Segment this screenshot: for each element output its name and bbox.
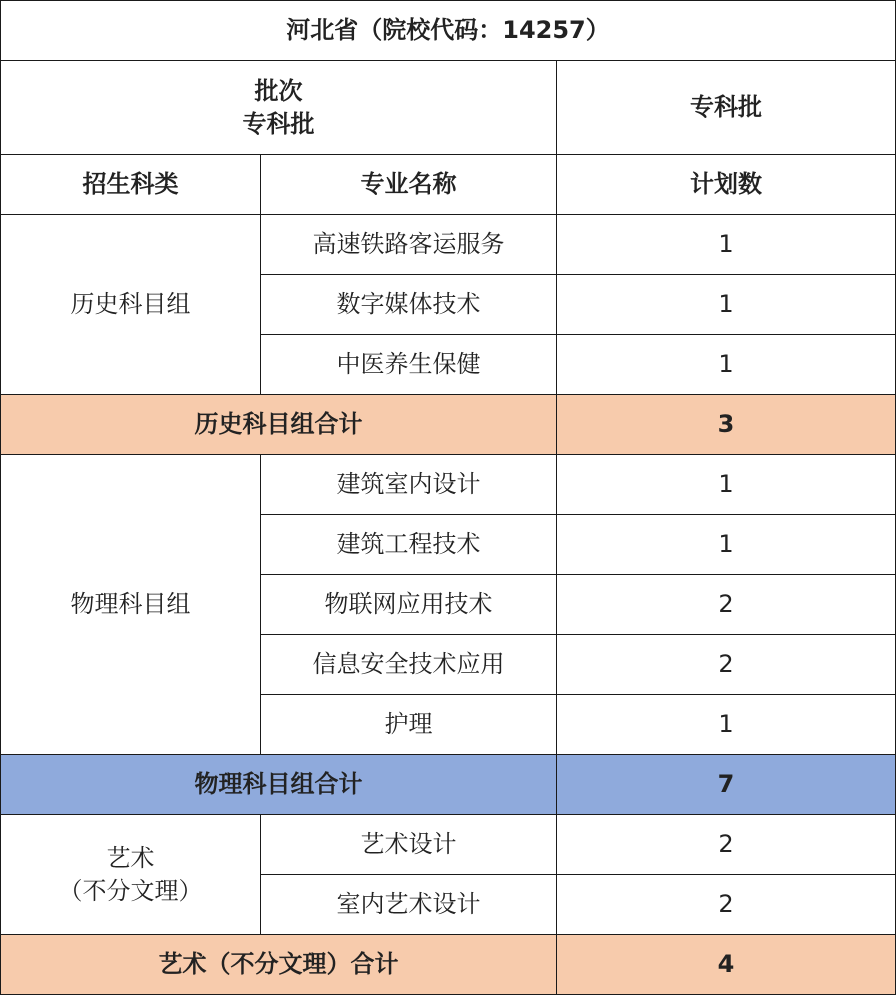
plan-cell: 1	[557, 695, 896, 755]
plan-cell: 1	[557, 215, 896, 275]
major-cell: 数字媒体技术	[261, 275, 557, 335]
batch-label-cell	[1, 61, 557, 155]
category-cell-physics: 物理科目组	[1, 455, 261, 755]
major-cell: 高速铁路客运服务	[261, 215, 557, 275]
major-cell: 信息安全技术应用	[261, 635, 557, 695]
plan-cell: 2	[557, 575, 896, 635]
major-cell: 中医养生保健	[261, 335, 557, 395]
plan-cell: 1	[557, 275, 896, 335]
table-row	[1, 215, 896, 275]
batch-row	[1, 61, 896, 155]
major-cell: 室内艺术设计	[261, 875, 557, 935]
plan-cell: 2	[557, 635, 896, 695]
plan-cell: 1	[557, 455, 896, 515]
total-row-history	[1, 395, 896, 455]
plan-cell: 2	[557, 875, 896, 935]
total-value: 7	[557, 755, 896, 815]
total-label: 历史科目组合计	[1, 395, 557, 455]
header-major: 专业名称	[261, 155, 557, 215]
total-row-art	[1, 935, 896, 995]
plan-cell: 1	[557, 335, 896, 395]
header-plan: 计划数	[557, 155, 896, 215]
major-cell: 建筑室内设计	[261, 455, 557, 515]
category-cell-history: 历史科目组	[1, 215, 261, 395]
major-cell: 护理	[261, 695, 557, 755]
batch-sublabel: 专科批	[242, 109, 315, 138]
total-value: 4	[557, 935, 896, 995]
major-cell: 建筑工程技术	[261, 515, 557, 575]
plan-cell: 1	[557, 515, 896, 575]
category-art-line2: （不分文理）	[58, 876, 203, 905]
major-cell: 艺术设计	[261, 815, 557, 875]
total-row-physics	[1, 755, 896, 815]
table-row	[1, 455, 896, 515]
header-row	[1, 155, 896, 215]
major-cell: 物联网应用技术	[261, 575, 557, 635]
total-label: 物理科目组合计	[1, 755, 557, 815]
table-title: 河北省（院校代码：14257）	[1, 1, 896, 61]
total-label: 艺术（不分文理）合计	[1, 935, 557, 995]
header-category: 招生科类	[1, 155, 261, 215]
total-value: 3	[557, 395, 896, 455]
title-row	[1, 1, 896, 61]
batch-value: 专科批	[557, 61, 896, 155]
plan-cell: 2	[557, 815, 896, 875]
category-cell-art	[1, 815, 261, 935]
batch-label: 批次	[254, 77, 303, 106]
category-art-line1: 艺术	[106, 844, 155, 873]
table-row	[1, 815, 896, 875]
